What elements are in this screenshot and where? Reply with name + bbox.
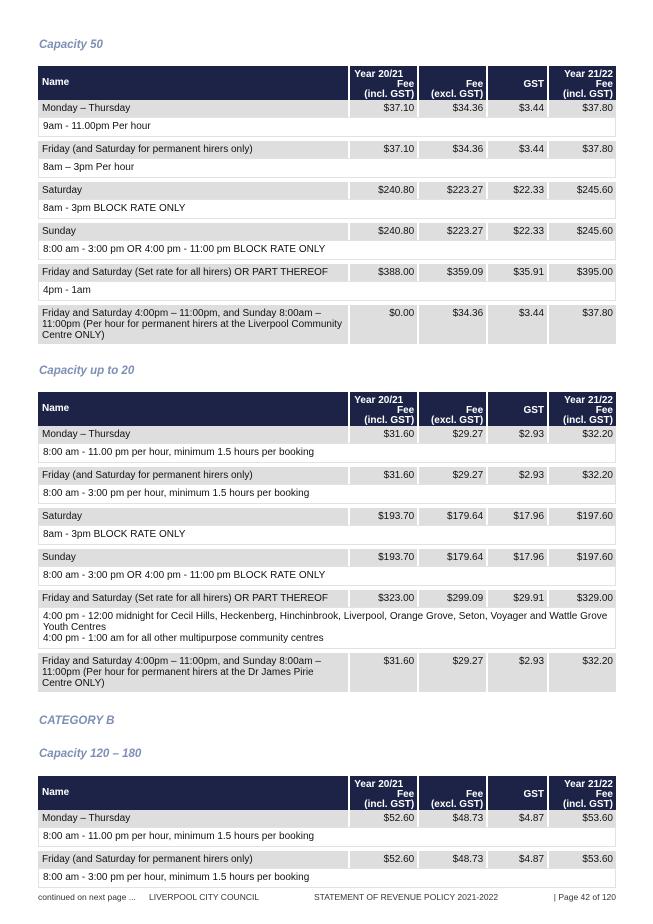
fee-table <box>38 66 616 344</box>
fee-description <box>38 484 616 504</box>
fee-description <box>38 158 616 178</box>
fee-description-line: 8:00 am - 3:00 pm OR 4:00 pm - 11:00 pm BLOCK RATE ONLY <box>43 570 326 581</box>
fee-year-prev: $323.00 <box>348 590 417 607</box>
header-line: Fee <box>465 79 484 90</box>
column-header-name: Name <box>38 392 348 426</box>
fee-year-next: $395.00 <box>547 264 616 281</box>
fee-gst: $4.87 <box>486 810 547 827</box>
header-line: Fee <box>595 79 613 90</box>
fee-row <box>38 141 616 158</box>
header-spacer <box>492 800 544 810</box>
fee-gst: $2.93 <box>486 653 547 692</box>
fee-year-prev: $37.10 <box>348 100 417 117</box>
fee-excl-gst: $29.27 <box>417 467 486 484</box>
fee-gst: $2.93 <box>486 426 547 443</box>
column-header-year-next <box>547 776 616 810</box>
year-label: Year 21/22 <box>564 69 613 80</box>
fee-description-row <box>38 281 616 301</box>
fee-description-line: 8am - 3pm BLOCK RATE ONLY <box>43 203 186 214</box>
fee-excl-gst: $48.73 <box>417 810 486 827</box>
fee-excl-gst: $29.27 <box>417 426 486 443</box>
header-line: (incl. GST) <box>563 89 613 100</box>
fee-year-next: $197.60 <box>547 508 616 525</box>
fee-gst: $4.87 <box>486 851 547 868</box>
table-header-row <box>38 392 616 426</box>
column-header-fee-excl <box>417 776 486 810</box>
fee-description <box>38 827 616 847</box>
fee-year-prev: $37.10 <box>348 141 417 158</box>
fee-year-next: $32.20 <box>547 467 616 484</box>
year-label: Year 21/22 <box>564 395 613 406</box>
fee-excl-gst: $223.27 <box>417 182 486 199</box>
header-line: (excl. GST) <box>430 89 484 100</box>
fee-row <box>38 264 616 281</box>
fee-name: Saturday <box>38 508 348 525</box>
fee-name: Friday and Saturday (Set rate for all hirers) OR PART THEREOF <box>38 590 348 607</box>
footer-continued: continued on next page ... <box>38 892 136 902</box>
fee-description-row <box>38 484 616 504</box>
fee-name: Friday and Saturday 4:00pm – 11:00pm, and Sunday 8:00am – 11:00pm (Per hour for permanent hirers at the Dr James Pirie Centre ONLY) <box>38 653 348 692</box>
fee-year-next: $32.20 <box>547 426 616 443</box>
fee-year-prev: $193.70 <box>348 508 417 525</box>
footer-org: LIVERPOOL CITY COUNCIL <box>149 892 260 902</box>
year-label: Year 20/21 <box>354 395 404 406</box>
section-title: Capacity 120 – 180 <box>39 748 142 760</box>
column-header-year-prev <box>348 66 417 100</box>
fee-description-line: 4pm - 1am <box>43 285 91 296</box>
table-header-row <box>38 776 616 810</box>
fee-description <box>38 117 616 137</box>
header-line: (excl. GST) <box>430 415 484 426</box>
fee-excl-gst: $299.09 <box>417 590 486 607</box>
fee-description-row <box>38 199 616 219</box>
fee-description-row <box>38 607 616 649</box>
category-title: CATEGORY B <box>39 715 115 727</box>
fee-description-line: 4:00 pm - 12:00 midnight for Cecil Hills, Heckenberg, Hinchinbrook, Liverpool, Orange Grove, Seton, Voyager and Wattle Grove Youth Centres <box>43 611 608 633</box>
column-header-year-next <box>547 66 616 100</box>
fee-year-prev: $31.60 <box>348 653 417 692</box>
fee-description <box>38 443 616 463</box>
fee-description-line: 8:00 am - 3:00 pm OR 4:00 pm - 11:00 pm BLOCK RATE ONLY <box>43 244 326 255</box>
fee-name: Sunday <box>38 549 348 566</box>
fee-gst: $17.96 <box>486 549 547 566</box>
header-line: (incl. GST) <box>563 799 613 810</box>
fee-excl-gst: $179.64 <box>417 508 486 525</box>
fee-table <box>38 776 616 888</box>
fee-row <box>38 223 616 240</box>
header-line: GST <box>523 789 545 800</box>
section-title: Capacity 50 <box>39 39 103 51</box>
column-header-fee-excl <box>417 66 486 100</box>
fee-name: Friday (and Saturday for permanent hirers only) <box>38 141 348 158</box>
fee-row <box>38 426 616 443</box>
fee-description-line: 9am - 11.00pm Per hour <box>43 121 151 132</box>
fee-year-prev: $0.00 <box>348 305 417 344</box>
fee-year-next: $32.20 <box>547 653 616 692</box>
header-line: Fee <box>465 789 484 800</box>
fee-name: Friday (and Saturday for permanent hirers only) <box>38 467 348 484</box>
fee-year-next: $53.60 <box>547 851 616 868</box>
column-header-gst <box>486 392 547 426</box>
fee-excl-gst: $359.09 <box>417 264 486 281</box>
fee-excl-gst: $34.36 <box>417 100 486 117</box>
fee-excl-gst: $179.64 <box>417 549 486 566</box>
fee-description-row <box>38 158 616 178</box>
fee-excl-gst: $34.36 <box>417 141 486 158</box>
header-line: Fee <box>465 405 484 416</box>
fee-description-row <box>38 827 616 847</box>
fee-name: Sunday <box>38 223 348 240</box>
fee-year-next: $197.60 <box>547 549 616 566</box>
header-line: (incl. GST) <box>364 415 415 426</box>
header-line: (incl. GST) <box>563 415 613 426</box>
header-spacer <box>492 416 544 426</box>
fee-year-prev: $31.60 <box>348 426 417 443</box>
fee-year-next: $329.00 <box>547 590 616 607</box>
table-header-row <box>38 66 616 100</box>
header-line: (incl. GST) <box>364 89 415 100</box>
fee-gst: $35.91 <box>486 264 547 281</box>
fee-description <box>38 607 616 649</box>
fee-gst: $22.33 <box>486 182 547 199</box>
fee-gst: $2.93 <box>486 467 547 484</box>
fee-name: Monday – Thursday <box>38 426 348 443</box>
fee-row <box>38 549 616 566</box>
fee-row <box>38 810 616 827</box>
footer-doc-title: STATEMENT OF REVENUE POLICY 2021-2022 <box>314 892 499 902</box>
fee-row <box>38 851 616 868</box>
fee-gst: $3.44 <box>486 141 547 158</box>
header-line: GST <box>523 405 545 416</box>
fee-year-prev: $388.00 <box>348 264 417 281</box>
fee-gst: $3.44 <box>486 305 547 344</box>
fee-description <box>38 525 616 545</box>
fee-row <box>38 100 616 117</box>
column-header-year-prev <box>348 776 417 810</box>
fee-description <box>38 199 616 219</box>
column-header-name: Name <box>38 66 348 100</box>
fee-year-next: $53.60 <box>547 810 616 827</box>
fee-year-next: $245.60 <box>547 182 616 199</box>
column-header-name: Name <box>38 776 348 810</box>
fee-year-next: $37.80 <box>547 305 616 344</box>
section-title: Capacity up to 20 <box>39 365 135 377</box>
fee-description <box>38 566 616 586</box>
fee-row <box>38 653 616 692</box>
header-line: Fee <box>595 405 613 416</box>
fee-year-prev: $240.80 <box>348 182 417 199</box>
footer-page-number: | Page 42 of 120 <box>553 892 616 902</box>
column-header-gst <box>486 66 547 100</box>
fee-gst: $29.91 <box>486 590 547 607</box>
fee-row <box>38 305 616 344</box>
fee-description-row <box>38 443 616 463</box>
fee-gst: $17.96 <box>486 508 547 525</box>
header-line: Fee <box>397 405 415 416</box>
fee-excl-gst: $223.27 <box>417 223 486 240</box>
fee-year-prev: $52.60 <box>348 851 417 868</box>
column-header-gst <box>486 776 547 810</box>
fee-description <box>38 240 616 260</box>
header-line: (incl. GST) <box>364 799 415 810</box>
column-header-year-next <box>547 392 616 426</box>
fee-year-next: $37.80 <box>547 141 616 158</box>
fee-year-prev: $240.80 <box>348 223 417 240</box>
fee-year-prev: $193.70 <box>348 549 417 566</box>
fee-row <box>38 182 616 199</box>
fee-description-row <box>38 868 616 888</box>
fee-description <box>38 868 616 888</box>
fee-table <box>38 392 616 692</box>
fee-description-line: 8:00 am - 3:00 pm per hour, minimum 1.5 hours per booking <box>43 872 310 883</box>
fee-year-next: $37.80 <box>547 100 616 117</box>
fee-name: Friday and Saturday 4:00pm – 11:00pm, and Sunday 8:00am – 11:00pm (Per hour for permanent hirers at the Liverpool Community Centre ONLY) <box>38 305 348 344</box>
fee-description <box>38 281 616 301</box>
year-label: Year 20/21 <box>354 69 404 80</box>
fee-description-line: 8:00 am - 11.00 pm per hour, minimum 1.5 hours per booking <box>43 447 315 458</box>
fee-description-row <box>38 240 616 260</box>
fee-name: Saturday <box>38 182 348 199</box>
fee-name: Friday (and Saturday for permanent hirers only) <box>38 851 348 868</box>
fee-description-line: 8am - 3pm BLOCK RATE ONLY <box>43 529 186 540</box>
header-line: Fee <box>397 789 415 800</box>
fee-description-row <box>38 117 616 137</box>
year-label: Year 21/22 <box>564 779 613 790</box>
year-label: Year 20/21 <box>354 779 404 790</box>
fee-description-row <box>38 566 616 586</box>
fee-year-next: $245.60 <box>547 223 616 240</box>
fee-excl-gst: $48.73 <box>417 851 486 868</box>
header-line: Fee <box>397 79 415 90</box>
fee-name: Friday and Saturday (Set rate for all hirers) OR PART THEREOF <box>38 264 348 281</box>
fee-description-line: 8:00 am - 11.00 pm per hour, minimum 1.5 hours per booking <box>43 831 315 842</box>
fee-row <box>38 508 616 525</box>
column-header-fee-excl <box>417 392 486 426</box>
column-header-year-prev <box>348 392 417 426</box>
fee-gst: $3.44 <box>486 100 547 117</box>
fee-name: Monday – Thursday <box>38 810 348 827</box>
fee-year-prev: $52.60 <box>348 810 417 827</box>
fee-row <box>38 590 616 607</box>
fee-excl-gst: $34.36 <box>417 305 486 344</box>
fee-description-line: 8:00 am - 3:00 pm per hour, minimum 1.5 hours per booking <box>43 488 310 499</box>
fee-description-line: 8am – 3pm Per hour <box>43 162 135 173</box>
header-line: Fee <box>595 789 613 800</box>
fee-name: Monday – Thursday <box>38 100 348 117</box>
fee-row <box>38 467 616 484</box>
fee-description-row <box>38 525 616 545</box>
fee-year-prev: $31.60 <box>348 467 417 484</box>
header-spacer <box>492 90 544 100</box>
fee-description-line: 4:00 pm - 1:00 am for all other multipurpose community centres <box>43 633 324 644</box>
header-line: (excl. GST) <box>430 799 484 810</box>
fee-excl-gst: $29.27 <box>417 653 486 692</box>
fee-gst: $22.33 <box>486 223 547 240</box>
header-line: GST <box>523 79 545 90</box>
